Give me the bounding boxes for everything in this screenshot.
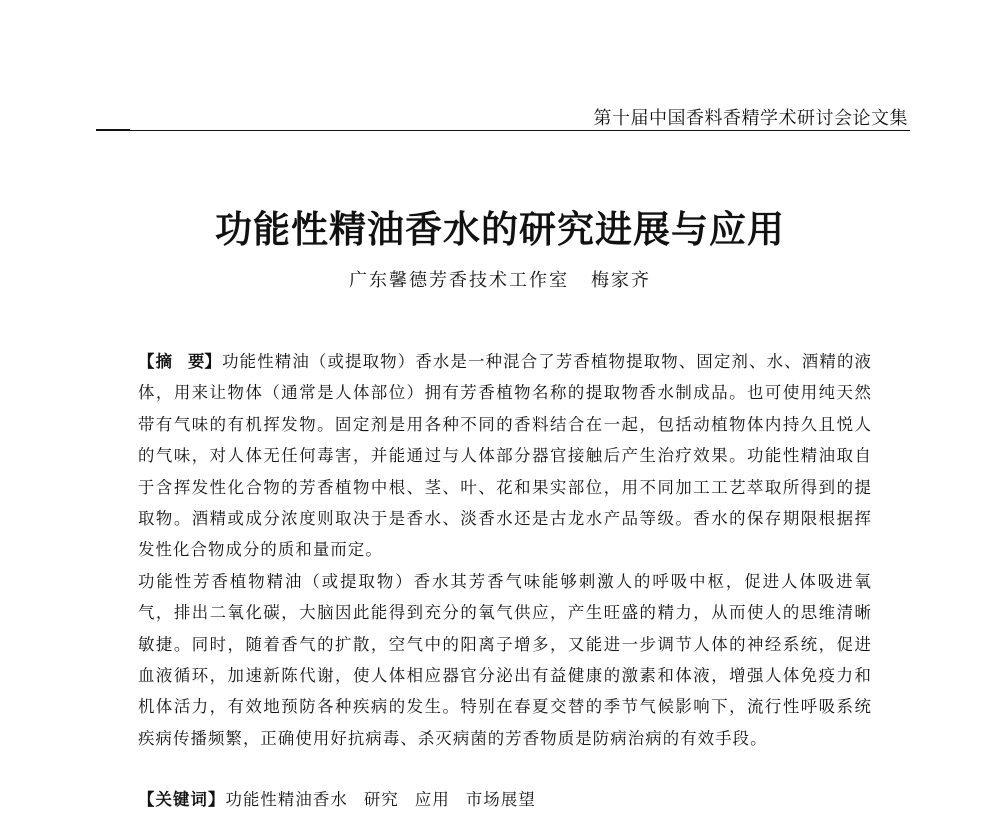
keyword-item: 功能性精油香水 — [225, 790, 348, 809]
paper-title: 功能性精油香水的研究进展与应用 — [215, 208, 785, 251]
abstract-paragraph-2: 功能性芳香植物精油（或提取物）香水其芳香气味能够刺激人的呼吸中枢，促进人体吸进氧气，排出二氧化碳，大脑因此能得到充分的氧气供应，产生旺盛的精力，从而使人的思维清晰敏捷。同时，随着香气的扩散，空气中的阳离子增多，又能进一步调节人体的神经系统，促进血液循环，加速新陈代谢，使人体相应器官分泌出有益健康的激素和体液，增强人体免疫力和机体活力，有效地预防各种疾病的发生。特别在春夏交替的季节气候影响下，流行性呼吸系统疾病传播频繁，正确使用好抗病毒、杀灭病菌的芳香物质是防病治病的有效手段。 — [138, 571, 872, 748]
running-head: 第十届中国香料香精学术研讨会论文集 — [593, 108, 908, 129]
abstract — [138, 346, 872, 754]
abstract-label: 【摘要】 — [138, 352, 223, 371]
affiliation: 广东馨德芳香技术工作室 — [349, 270, 569, 291]
header-rule-accent — [96, 129, 130, 131]
keyword-item: 应用 — [414, 790, 450, 809]
keyword-item: 研究 — [363, 790, 399, 809]
keyword-item: 市场展望 — [465, 790, 536, 809]
author-line — [0, 266, 1000, 292]
keywords-label: 【关键词】 — [138, 790, 226, 809]
author-name: 梅家齐 — [591, 270, 651, 291]
header-rule — [96, 130, 910, 131]
abstract-text-1: 功能性精油（或提取物）香水是一种混合了芳香植物提取物、固定剂、水、酒精的液体，用来让物体（通常是人体部位）拥有芳香植物名称的提取物香水制成品。也可使用纯天然带有气味的有机挥发物。固定剂是用各种不同的香料结合在一起，包括动植物体内持久且悦人的气味，对人体无任何毒害，并能通过与人体部分器官接触后产生治疗效果。功能性精油取自于含挥发性化合物的芳香植物中根、茎、叶、花和果实部位，用不同加工工艺萃取所得到的提取物。酒精或成分浓度则取决于是香水、淡香水还是古龙水产品等级。香水的保存期限根据挥发性化合物成分的质和量而定。 — [138, 352, 873, 560]
abstract-paragraph-1 — [138, 346, 872, 566]
keywords — [138, 784, 872, 815]
